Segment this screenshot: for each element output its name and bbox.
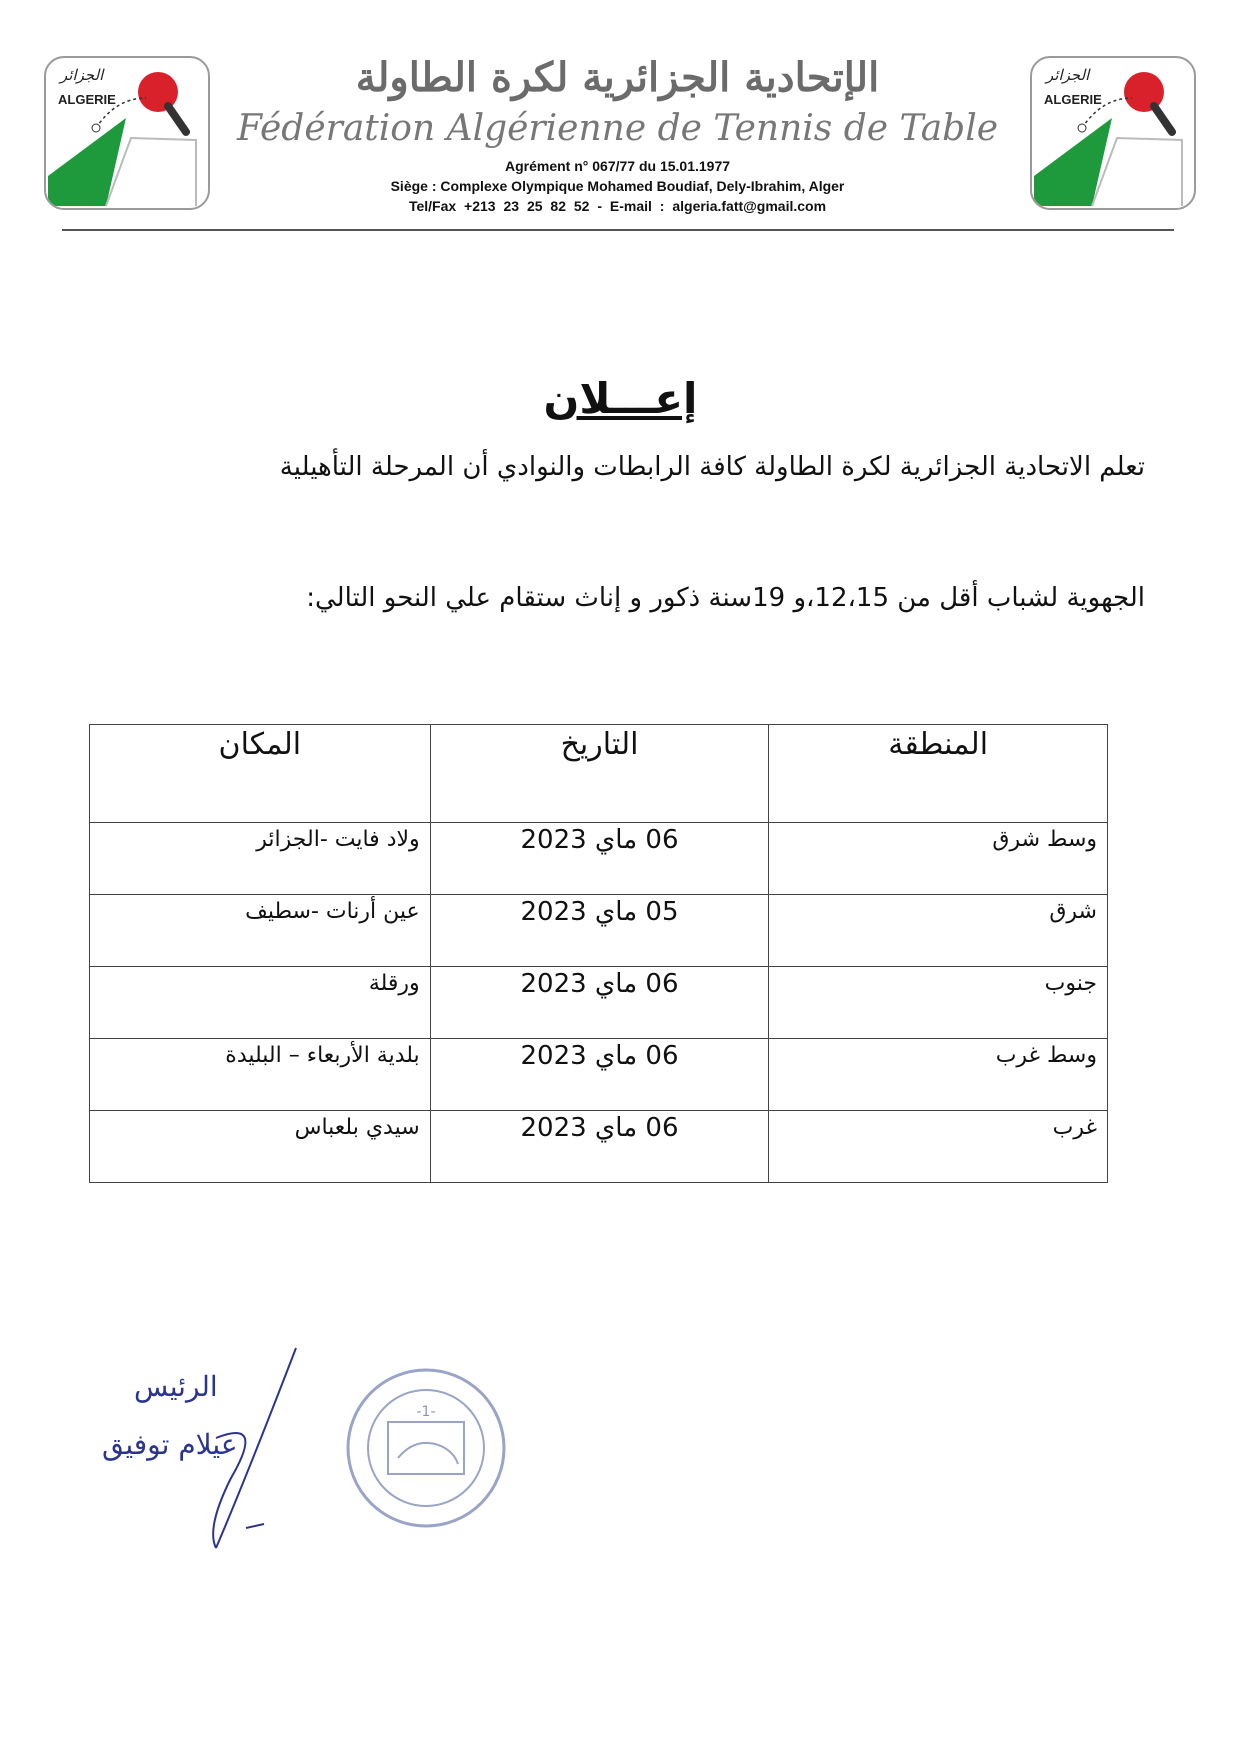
schedule-table [89, 724, 1108, 1183]
table-header-row [90, 725, 1108, 823]
table-row [90, 967, 1108, 1039]
announcement-title: إعـــلان [543, 374, 698, 423]
logo-arabic-text: الجزائر [1046, 66, 1090, 84]
date-cell: 06 ماي 2023 [430, 1111, 769, 1183]
federation-logo-left [44, 56, 210, 210]
date-cell: 06 ماي 2023 [430, 823, 769, 895]
letterhead-agrement: Agrément n° 067/77 du 15.01.1977 [504, 158, 731, 174]
letterhead-arabic-title: الإتحادية الجزائرية لكرة الطاولة [355, 54, 880, 101]
place-cell: بلدية الأربعاء – البليدة [90, 1039, 431, 1111]
header-place: المكان [90, 725, 431, 823]
table-row [90, 1111, 1108, 1183]
logo-french-text: ALGERIE [1044, 92, 1102, 107]
place-cell: ولاد فايت -الجزائر [90, 823, 431, 895]
region-cell: جنوب [769, 967, 1108, 1039]
signature-area [96, 1318, 516, 1568]
table-row [90, 895, 1108, 967]
logo-arabic-text: الجزائر [60, 66, 104, 84]
region-cell: شرق [769, 895, 1108, 967]
letterhead-address: Siège : Complexe Olympique Mohamed Boudiaf, Dely-Ibrahim, Alger [390, 178, 845, 194]
date-cell: 06 ماي 2023 [430, 967, 769, 1039]
federation-logo-right [1030, 56, 1196, 210]
place-cell: عين أرنات -سطيف [90, 895, 431, 967]
header-region: المنطقة [769, 725, 1108, 823]
place-cell: سيدي بلعباس [90, 1111, 431, 1183]
region-cell: وسط شرق [769, 823, 1108, 895]
region-cell: غرب [769, 1111, 1108, 1183]
region-cell: وسط غرب [769, 1039, 1108, 1111]
stamp-number: -1- [416, 1404, 436, 1420]
place-cell: ورقلة [90, 967, 431, 1039]
letterhead-contact: Tel/Fax +213 23 25 82 52 - E-mail : algeria.fatt@gmail.com [408, 198, 827, 214]
letterhead-french-title: Fédération Algérienne de Tennis de Table [236, 108, 999, 149]
header-date: التاريخ [430, 725, 769, 823]
date-cell: 05 ماي 2023 [430, 895, 769, 967]
signatory-title: الرئيس [134, 1370, 218, 1403]
signatory-name: عيلام توفيق [102, 1428, 238, 1461]
logo-french-text: ALGERIE [58, 92, 116, 107]
table-row [90, 1039, 1108, 1111]
table-row [90, 823, 1108, 895]
letterhead-divider [62, 229, 1174, 231]
announcement-line-2: الجهوية لشباب أقل من 12،15،و 19سنة ذكور و إناث ستقام علي النحو التالي: [306, 583, 1145, 613]
announcement-line-1: تعلم الاتحادية الجزائرية لكرة الطاولة كافة الرابطات والنوادي أن المرحلة التأهيلية [279, 452, 1145, 482]
date-cell: 06 ماي 2023 [430, 1039, 769, 1111]
